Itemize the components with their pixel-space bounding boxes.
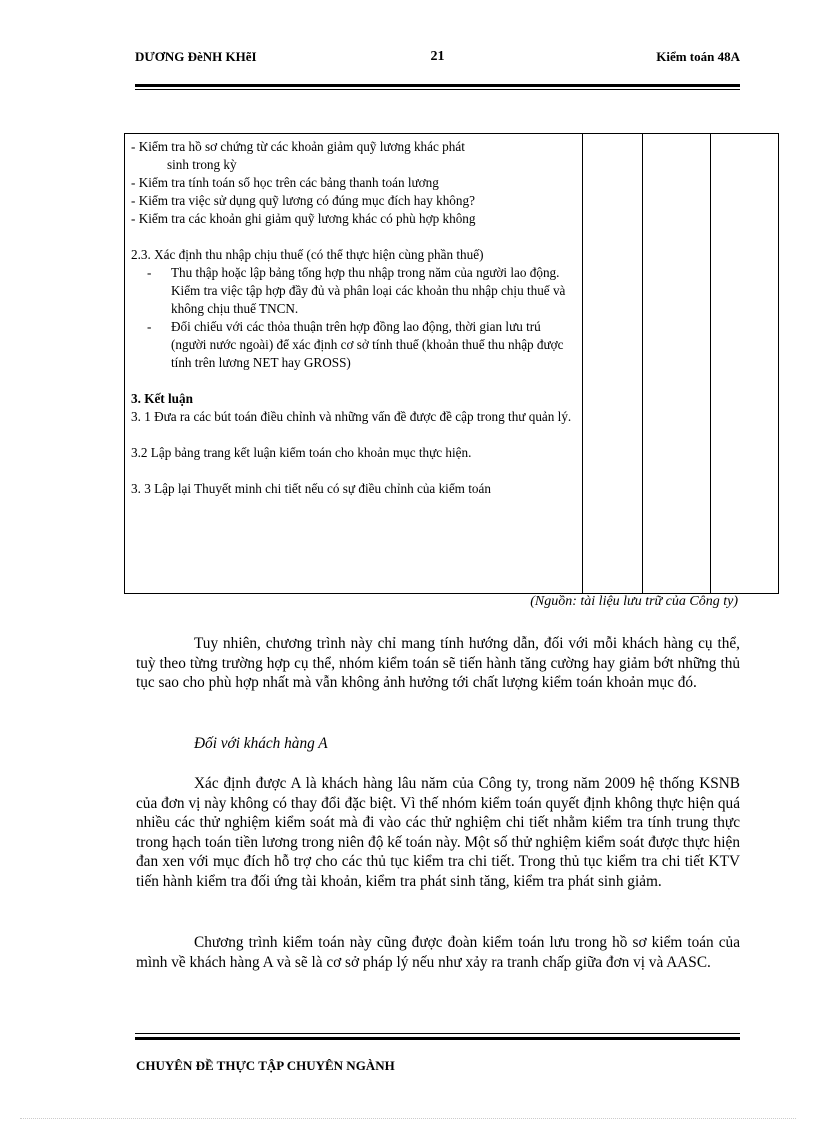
bullet-item	[131, 264, 576, 318]
footer-rule-thick	[135, 1037, 740, 1040]
page-header	[135, 49, 740, 69]
client-a-heading	[136, 734, 740, 754]
bullet-text: Thu thập hoặc lập bảng tổng hợp thu nhập trong năm của người lao động. Kiểm tra việc tập hợp đầy đủ và phân loại các khoản thu nhập chịu thuế và không chịu thuế TNCN.	[171, 265, 566, 316]
paragraph	[136, 933, 740, 972]
procedure-line: sinh trong kỳ	[167, 157, 237, 172]
page-footer: CHUYÊN ĐỀ THỰC TẬP CHUYÊN NGÀNH	[136, 1058, 395, 1073]
page-edge-divider	[20, 1118, 796, 1119]
paragraph	[136, 774, 740, 892]
footer-rule-thin	[135, 1033, 740, 1034]
conclusion-item-3-3: 3. 3 Lập lại Thuyết minh chi tiết nếu có sự điều chỉnh của kiểm toán	[131, 481, 491, 496]
conclusion-heading: 3. Kết luận	[131, 391, 193, 406]
conclusion-item-3-1: 3. 1 Đưa ra các bút toán điều chỉnh và những vấn đề được đề cập trong thư quản lý.	[131, 409, 572, 424]
procedure-line: - Kiểm tra tính toán số học trên các bảng thanh toán lương	[131, 175, 439, 190]
empty-column-cell	[711, 134, 779, 594]
paragraph-text: Chương trình kiểm toán này cũng được đoàn kiểm toán lưu trong hồ sơ kiểm toán của mình về khách hàng A và sẽ là cơ sở pháp lý nếu như xảy ra tranh chấp giữa đơn vị và AASC.	[136, 934, 740, 971]
header-rule-thick	[135, 84, 740, 87]
empty-column-cell	[583, 134, 643, 594]
header-class: Kiểm toán 48A	[656, 49, 740, 64]
header-rule-thin	[135, 89, 740, 90]
bullet-item	[131, 318, 576, 372]
client-a-heading-text: Đối với khách hàng A	[194, 735, 328, 752]
section-2-3-heading: 2.3. Xác định thu nhập chịu thuế (có thể thực hiện cùng phần thuế)	[131, 247, 484, 262]
procedure-cell	[125, 134, 583, 594]
procedure-line: - Kiểm tra việc sử dụng quỹ lương có đúng mục đích hay không?	[131, 193, 475, 208]
paragraph-text: Tuy nhiên, chương trình này chỉ mang tính hướng dẫn, đối với mỗi khách hàng cụ thể, tuỳ theo từng trường hợp cụ thể, nhóm kiểm toán sẽ tiến hành tăng cường hay giảm bớt những thủ tục sao cho phù hợp nhất mà vẫn không ảnh hưởng tới chất lượng kiểm toán khoản mục đó.	[136, 635, 740, 692]
paragraph	[136, 634, 740, 693]
header-page-number: 21	[430, 49, 445, 64]
audit-program-table	[124, 133, 779, 594]
procedure-line: - Kiểm tra hồ sơ chứng từ các khoản giảm quỹ lương khác phát	[131, 139, 465, 154]
paragraph-text: Xác định được A là khách hàng lâu năm của Công ty, trong năm 2009 hệ thống KSNB của đơn vị này không có thay đổi đặc biệt. Vì thế nhóm kiểm toán quyết định không thực hiện quá nhiều các thử nghiệm kiểm soát mà đi vào các thử nghiệm chi tiết nhằm kiểm tra tính trung thực trong hạch toán tiền lương trong niên độ kế toán này. Một số thử nghiệm kiểm soát được thực hiện đan xen với mục đích hỗ trợ cho các thủ tục kiểm tra chi tiết. Trong thủ tục kiểm tra chi tiết KTV tiến hành kiểm tra đối ứng tài khoản, kiểm tra phát sinh tăng, kiểm tra phát sinh giảm.	[136, 775, 740, 890]
bullet-text: Đối chiếu với các thỏa thuận trên hợp đồng lao động, thời gian lưu trú (người nước ngoài) để xác định cơ sở tính thuế (khoản thuế thu nhập được tính trên lương NET hay GROSS)	[171, 319, 564, 370]
empty-column-cell	[643, 134, 711, 594]
conclusion-item-3-2: 3.2 Lập bảng trang kết luận kiểm toán cho khoản mục thực hiện.	[131, 445, 472, 460]
bullet-mark: -	[147, 265, 152, 280]
source-caption: (Nguồn: tài liệu lưu trữ của Công ty)	[530, 594, 738, 609]
header-author: DƯƠNG ĐèNH KHẽI	[135, 49, 257, 64]
procedure-line: - Kiểm tra các khoản ghi giảm quỹ lương khác có phù hợp không	[131, 211, 476, 226]
bullet-mark: -	[147, 319, 152, 334]
